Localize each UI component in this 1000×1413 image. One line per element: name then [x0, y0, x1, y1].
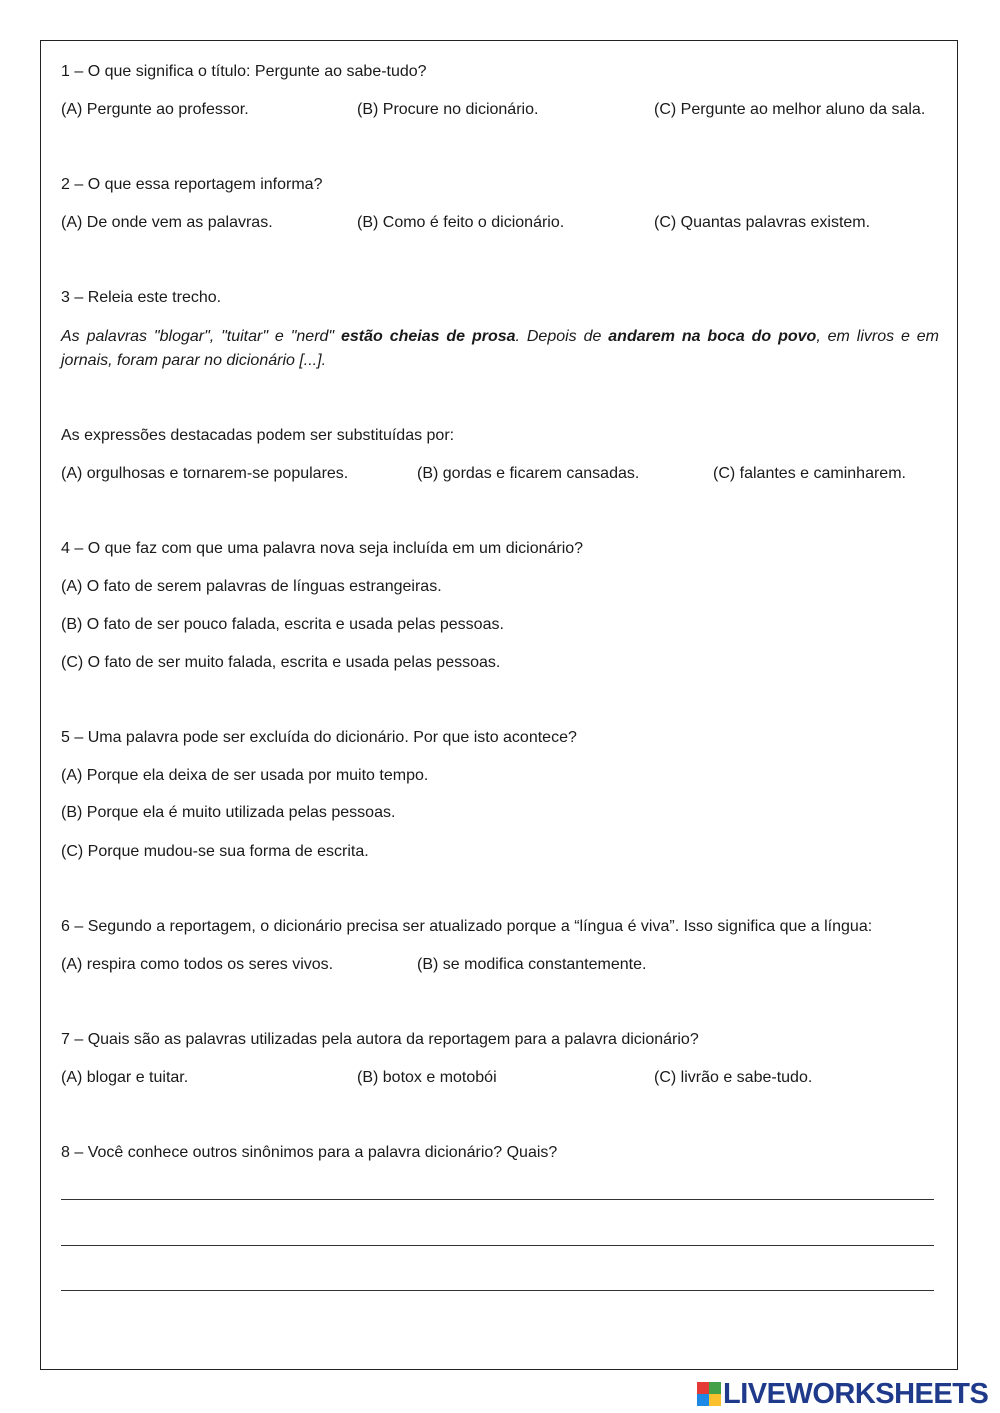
worksheet-frame	[40, 40, 958, 1370]
excerpt-text-3: , em livros e em jornais, foram parar no dicionário [...].	[61, 328, 940, 369]
question-2: 2 – O que essa reportagem informa?	[61, 176, 323, 193]
logo-square-red	[697, 1382, 709, 1394]
q2-option-a[interactable]: (A) De onde vem as palavras.	[61, 214, 273, 231]
logo-square-blue	[697, 1394, 709, 1406]
question-5: 5 – Uma palavra pode ser excluída do dicionário. Por que isto acontece?	[61, 729, 577, 746]
q5-option-b[interactable]: (B) Porque ela é muito utilizada pelas pessoas.	[61, 804, 396, 821]
q3-option-c[interactable]: (C) falantes e caminharem.	[713, 465, 906, 482]
question-3: 3 – Releia este trecho.	[61, 289, 222, 306]
logo-square-green	[709, 1382, 721, 1394]
question-4: 4 – O que faz com que uma palavra nova seja incluída em um dicionário?	[61, 540, 584, 557]
q6-option-a[interactable]: (A) respira como todos os seres vivos.	[61, 956, 334, 973]
liveworksheets-logo[interactable]	[697, 1378, 988, 1410]
q4-option-b[interactable]: (B) O fato de ser pouco falada, escrita e usada pelas pessoas.	[61, 616, 504, 633]
q5-option-a[interactable]: (A) Porque ela deixa de ser usada por muito tempo.	[61, 767, 429, 784]
q1-option-a[interactable]: (A) Pergunte ao professor.	[61, 101, 249, 118]
q7-option-a[interactable]: (A) blogar e tuitar.	[61, 1069, 189, 1086]
q5-option-c[interactable]: (C) Porque mudou-se sua forma de escrita.	[61, 843, 369, 860]
q2-option-c[interactable]: (C) Quantas palavras existem.	[654, 214, 871, 231]
answer-line-2[interactable]	[61, 1245, 934, 1246]
excerpt-text-2: . Depois de	[515, 328, 609, 345]
q7-option-b[interactable]: (B) botox e motobói	[357, 1069, 497, 1086]
answer-line-1[interactable]	[61, 1199, 934, 1200]
q3-prompt: As expressões destacadas podem ser substituídas por:	[61, 427, 455, 444]
liveworksheets-logo-icon	[697, 1382, 721, 1406]
q1-option-c[interactable]: (C) Pergunte ao melhor aluno da sala.	[654, 101, 926, 118]
q3-option-a[interactable]: (A) orgulhosas e tornarem-se populares.	[61, 465, 349, 482]
q1-option-b[interactable]: (B) Procure no dicionário.	[357, 101, 539, 118]
excerpt-highlight-2: andarem na boca do povo	[608, 328, 817, 345]
q6-option-b[interactable]: (B) se modifica constantemente.	[417, 956, 647, 973]
excerpt-text-1: As palavras "blogar", "tuitar" e "nerd"	[61, 328, 341, 345]
q3-excerpt	[61, 325, 939, 373]
q7-option-c[interactable]: (C) livrão e sabe-tudo.	[654, 1069, 813, 1086]
answer-line-3[interactable]	[61, 1290, 934, 1291]
question-6: 6 – Segundo a reportagem, o dicionário precisa ser atualizado porque a “língua é viva”. Isso significa que a língua:	[61, 918, 873, 935]
q4-option-a[interactable]: (A) O fato de serem palavras de línguas estrangeiras.	[61, 578, 442, 595]
question-1: 1 – O que significa o título: Pergunte ao sabe-tudo?	[61, 63, 427, 80]
logo-brand-text: LIVEWORKSHEETS	[723, 1378, 989, 1410]
q4-option-c[interactable]: (C) O fato de ser muito falada, escrita e usada pelas pessoas.	[61, 654, 501, 671]
question-7: 7 – Quais são as palavras utilizadas pela autora da reportagem para a palavra dicionário?	[61, 1031, 699, 1048]
question-8: 8 – Você conhece outros sinônimos para a palavra dicionário? Quais?	[61, 1144, 558, 1161]
excerpt-highlight-1: estão cheias de prosa	[341, 328, 516, 345]
logo-square-yellow	[709, 1394, 721, 1406]
q3-option-b[interactable]: (B) gordas e ficarem cansadas.	[417, 465, 640, 482]
q2-option-b[interactable]: (B) Como é feito o dicionário.	[357, 214, 565, 231]
